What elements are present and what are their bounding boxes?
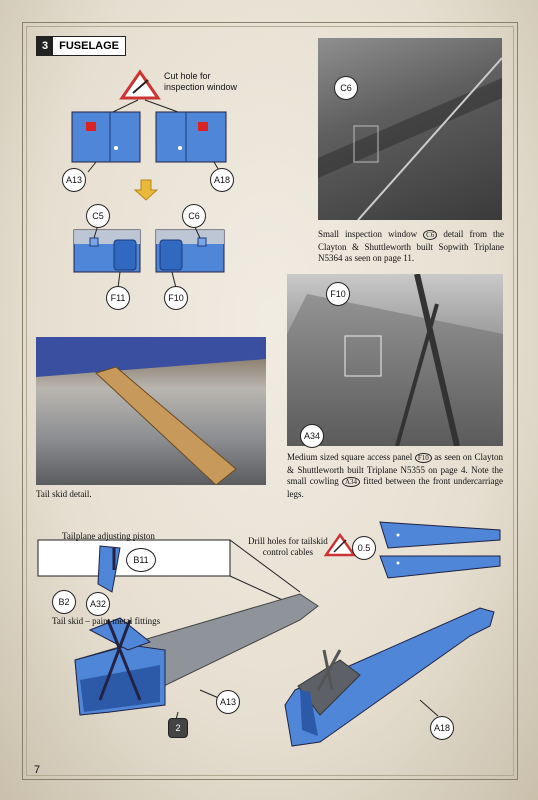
drill-holes-line1: Drill holes for tailskid	[248, 536, 328, 546]
tag-a18-assembly: A18	[430, 716, 454, 740]
cut-hole-note	[164, 71, 237, 93]
section-number: 3	[37, 37, 53, 55]
down-arrow-icon	[135, 180, 157, 200]
caption-inspection-window: Small inspection window C6 detail from the Clayton & Shuttleworth built Sopwith Triplane N5364 as seen on page 11.	[318, 229, 504, 263]
tag-b11: B11	[126, 548, 156, 572]
page-number: 7	[34, 764, 41, 776]
label-drill-holes	[248, 536, 328, 558]
part-a13	[72, 112, 140, 162]
photo-inspection-window	[318, 38, 502, 220]
drill-holes-line2: control cables	[262, 547, 313, 557]
step-badge: 2	[168, 718, 188, 738]
cut-hole-line1: Cut hole for	[164, 71, 211, 81]
caption-access-panel: Medium sized square access panel F10 as seen on Clayton & Shuttleworth built Triplane N5355 on page 4. Note the small cowling A34 fitted between the front undercarriage legs.	[287, 452, 504, 499]
tag-f10-photo: F10	[326, 282, 350, 306]
tag-a13: A13	[62, 168, 86, 192]
photo-tail-skid	[36, 337, 266, 485]
tag-drill-size: 0.5	[352, 536, 376, 560]
section-title: FUSELAGE	[59, 40, 120, 52]
label-tailplane-piston: Tailplane adjusting piston	[62, 531, 155, 541]
tag-a18: A18	[210, 168, 234, 192]
photo-access-panel	[287, 274, 503, 446]
tag-c6-photo: C6	[334, 76, 358, 100]
tag-a34-photo: A34	[300, 424, 324, 448]
tag-a32: A32	[86, 592, 110, 616]
cut-hole-line2: inspection window	[164, 82, 238, 92]
tag-c6: C6	[182, 204, 206, 228]
tag-f10: F10	[164, 286, 188, 310]
tag-b2: B2	[52, 590, 76, 614]
caption-tail-skid: Tail skid detail.	[36, 489, 92, 499]
tag-c5: C5	[86, 204, 110, 228]
tag-a13-assembly: A13	[216, 690, 240, 714]
part-a18	[156, 112, 226, 162]
label-tail-skid-paint: Tail skid – paint metal fittings	[52, 616, 161, 626]
cut-warning-icon	[122, 72, 158, 98]
tag-f11: F11	[106, 286, 130, 310]
